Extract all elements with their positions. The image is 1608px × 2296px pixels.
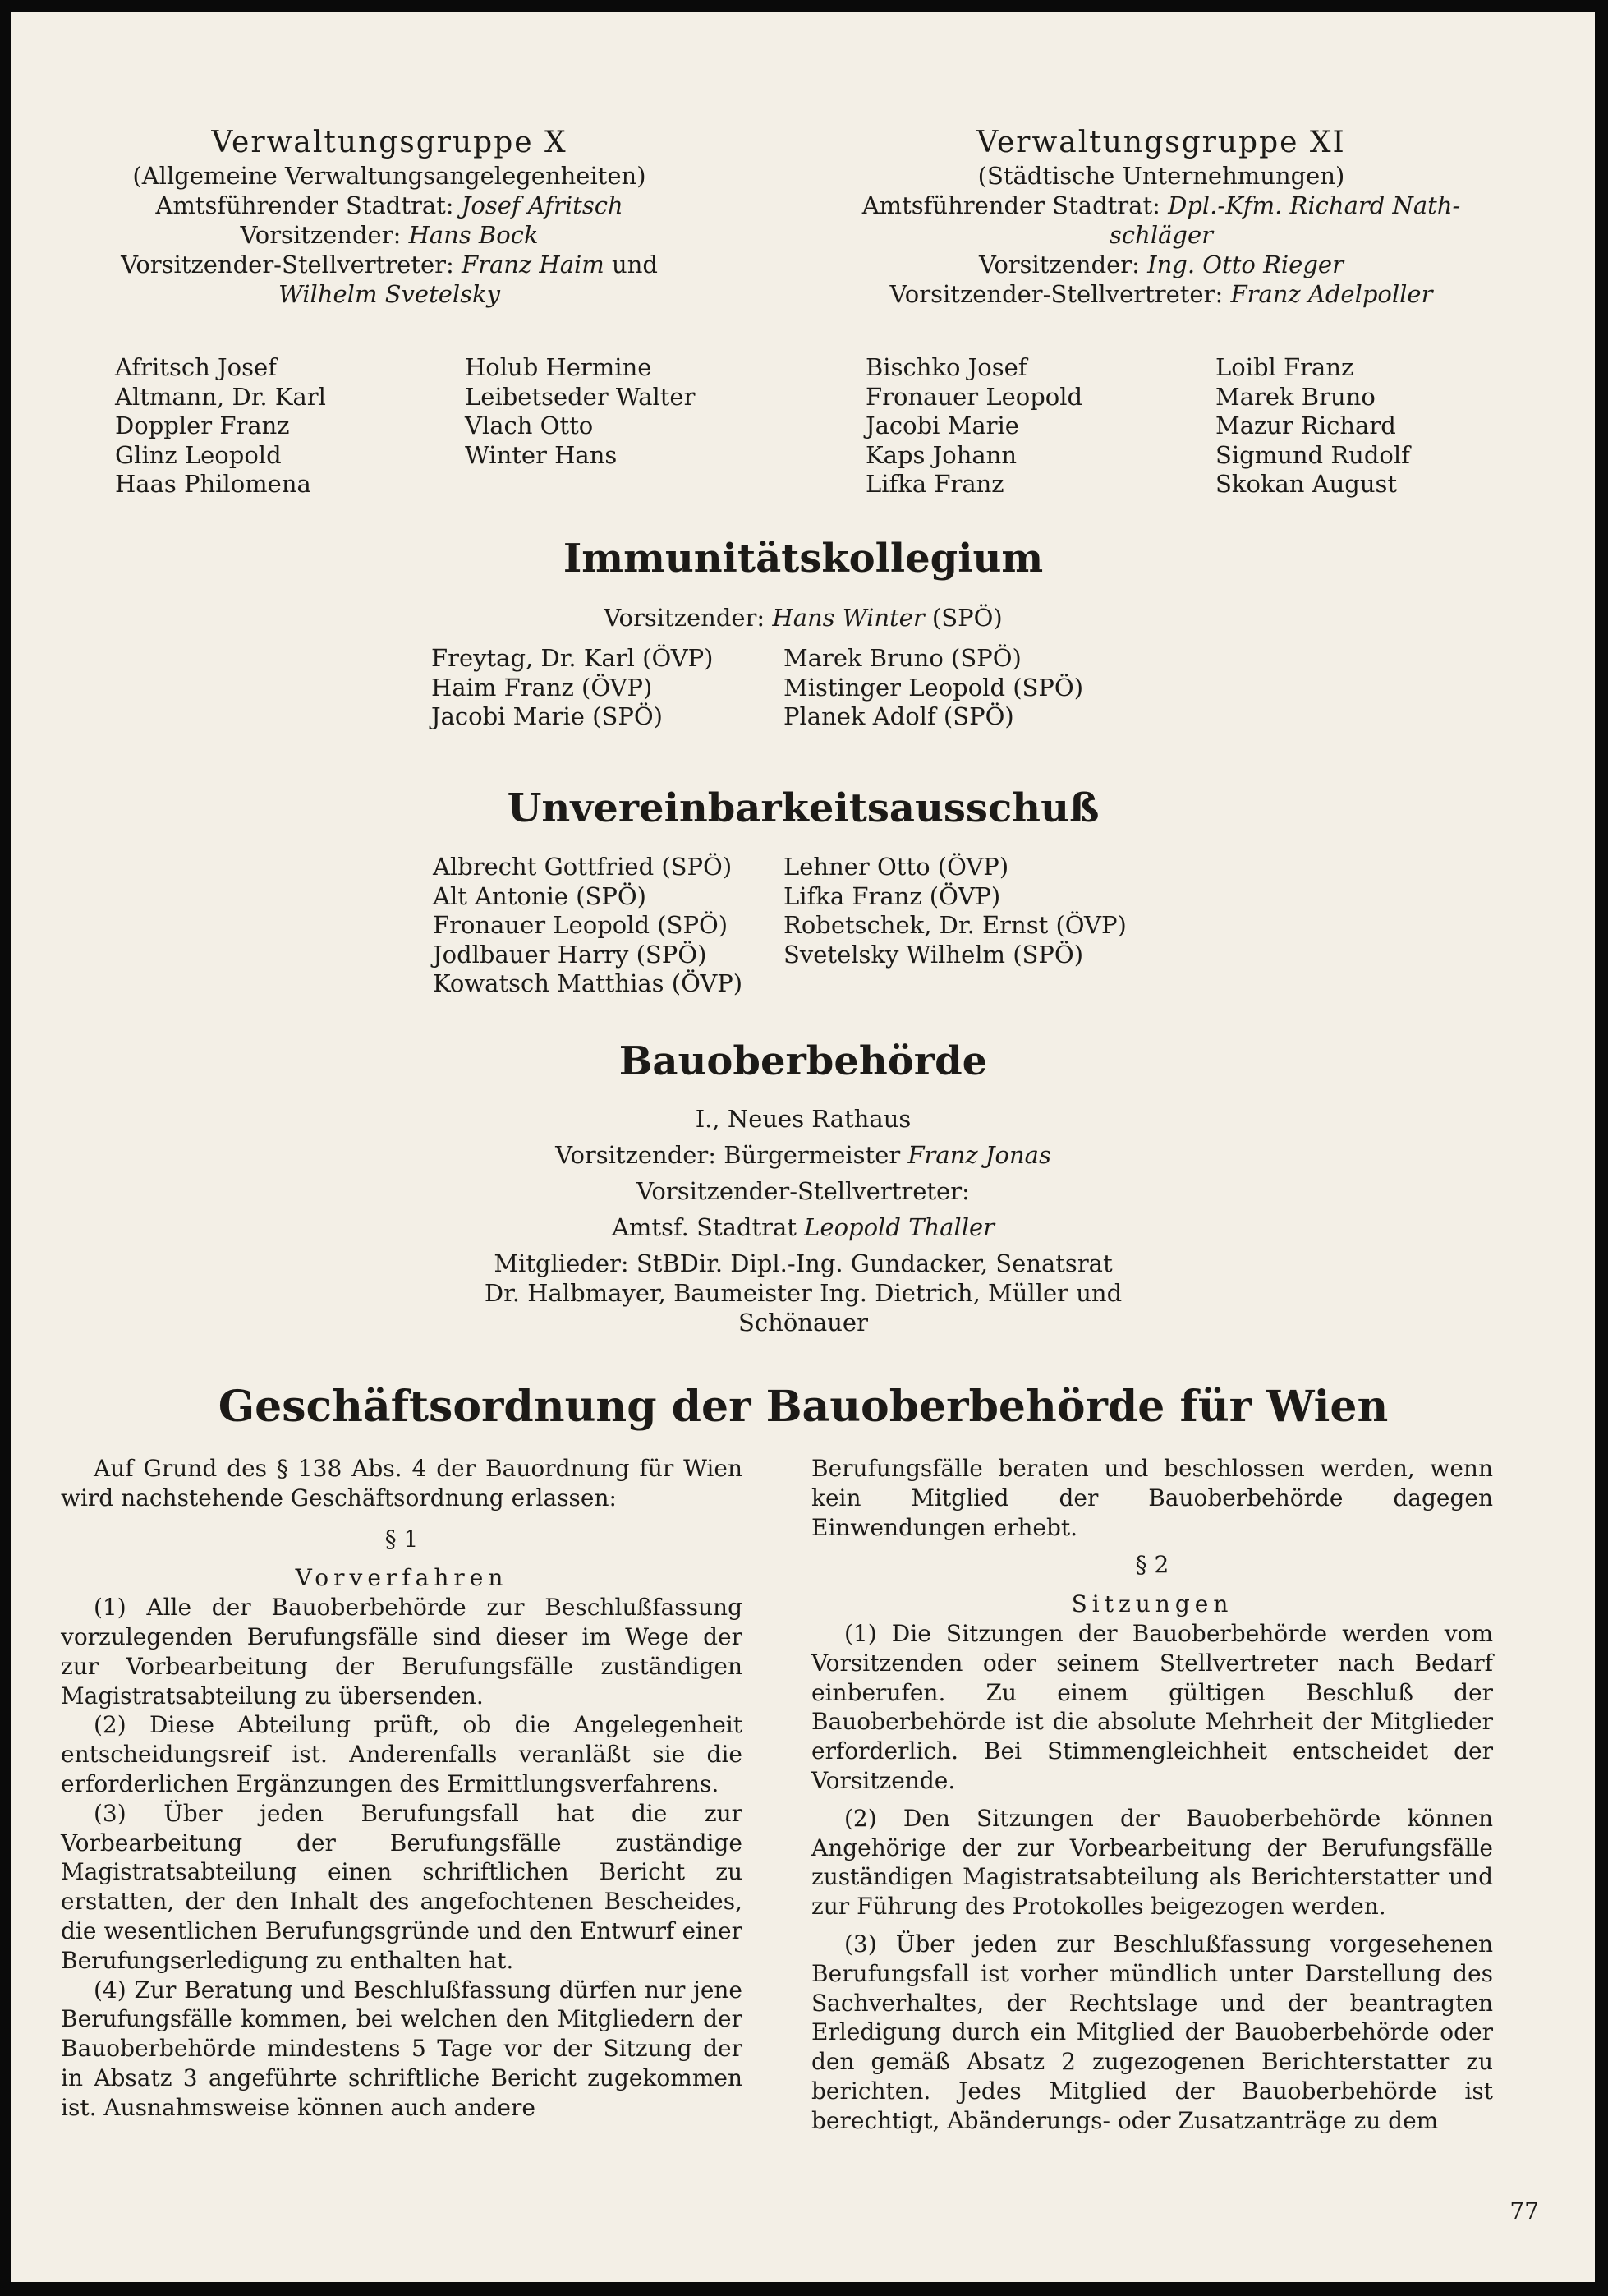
group-xi-vors: Vorsitzender: Ing. Otto Rieger xyxy=(979,251,1344,278)
list-item: Winter Hans xyxy=(465,440,618,469)
group-xi-members-right xyxy=(1215,353,1410,499)
unvereinbarkeit-left xyxy=(433,853,742,999)
section-1-number: § 1 xyxy=(384,1525,419,1553)
group-x-vors: Vorsitzender: Hans Bock xyxy=(240,221,539,249)
body-column-right xyxy=(811,1454,1493,2136)
immunitaet-left xyxy=(431,644,714,732)
s2-paragraph-1: (1) Die Sitzungen der Bauoberbehörde werden vom Vorsitzenden oder seinem Stellvertreter nach Bedarf einberufen. Zu einem gültigen Beschluß der Bauoberbehörde ist die absolute Mehrheit der Mitglieder erforderlich. Bei Stimmengleichheit entscheidet der Vorsitzende. xyxy=(811,1619,1493,1794)
group-x-title: Verwaltungsgruppe X xyxy=(211,126,567,159)
list-item: Haas Philomena xyxy=(115,470,311,498)
unvereinbarkeit-heading: Unvereinbarkeitsausschuß xyxy=(507,785,1100,831)
s1-paragraph-4: (4) Zur Beratung und Beschlußfassung dürfen nur jene Berufungsfälle kommen, bei welchen den Mitgliedern der Bauoberbehörde mindestens 5 Tage vor der Sitzung der in Absatz 3 angeführte schriftliche Bericht zugekommen ist. Ausnahmsweise können auch andere xyxy=(61,1976,742,2121)
intro-paragraph: Auf Grund des § 138 Abs. 4 der Bauordnung für Wien wird nachstehende Geschäftsordnung erlassen: xyxy=(61,1455,742,1511)
list-item: Lehner Otto (ÖVP) xyxy=(783,853,1009,881)
s1-paragraph-1: (1) Alle der Bauoberbehörde zur Beschlußfassung vorzulegenden Berufungsfälle sind dieser im Wege der zur Vorbearbeitung der Berufungsfälle zuständigen Magistratsabteilung zu übersenden. xyxy=(61,1594,742,1709)
list-item: Haim Franz (ÖVP) xyxy=(431,673,653,702)
bauober-stellv: Amtsf. Stadtrat Leopold Thaller xyxy=(611,1213,995,1241)
list-item: Marek Bruno xyxy=(1215,382,1376,411)
section-2-title: Sitzungen xyxy=(1071,1590,1234,1618)
list-item: Freytag, Dr. Karl (ÖVP) xyxy=(431,644,714,672)
list-item: Alt Antonie (SPÖ) xyxy=(433,881,646,910)
bauober-mitglieder-2: Dr. Halbmayer, Baumeister Ing. Dietrich, Müller und xyxy=(484,1279,1123,1307)
body-column-left xyxy=(61,1454,742,2123)
bauober-mitglieder-1: Mitglieder: StBDir. Dipl.-Ing. Gundacker, Senatsrat xyxy=(494,1249,1113,1277)
list-item: Glinz Leopold xyxy=(115,440,282,469)
group-x-members-left xyxy=(115,353,326,499)
s2-paragraph-3: (3) Über jeden zur Beschlußfassung vorgesehenen Berufungsfall ist vorher mündlich unter Darstellung des Sachverhaltes, der Rechtslage und der beantragten Erledigung durch ein Mitglied der Bauoberbehörde oder den gemäß Absatz 2 zugezogenen Berichterstatter zu berichten. Jedes Mitglied der Bauoberbehörde ist berechtigt, Abänderungs- oder Zusatzanträge zu dem xyxy=(811,1930,1493,2134)
list-item: Planek Adolf (SPÖ) xyxy=(783,702,1014,730)
list-item: Fronauer Leopold xyxy=(866,382,1083,411)
list-item: Vlach Otto xyxy=(465,412,594,439)
geschaeftsordnung-heading: Geschäftsordnung der Bauoberbehörde für Wien xyxy=(218,1382,1389,1432)
list-item: Mazur Richard xyxy=(1215,412,1396,439)
list-item: Altmann, Dr. Karl xyxy=(115,382,326,411)
list-item: Jacobi Marie xyxy=(866,412,1019,439)
group-xi-members-left xyxy=(866,353,1082,499)
list-item: Doppler Franz xyxy=(115,412,290,439)
list-item: Kaps Johann xyxy=(866,440,1018,469)
list-item: Loibl Franz xyxy=(1215,353,1354,381)
group-xi-header xyxy=(833,125,1490,309)
list-item: Afritsch Josef xyxy=(115,353,277,381)
s2-paragraph-2: (2) Den Sitzungen der Bauoberbehörde können Angehörige der zur Vorbearbeitung der Berufungsfälle zuständigen Magistratsabteilung als Berichterstatter und zur Führung des Protokolles beigezogen werden. xyxy=(811,1804,1493,1921)
section-2-number: § 2 xyxy=(1135,1551,1169,1579)
immunitaet-right xyxy=(783,644,1083,732)
document-page xyxy=(11,12,1595,2282)
list-item: Fronauer Leopold (SPÖ) xyxy=(433,911,728,939)
list-item: Jacobi Marie (SPÖ) xyxy=(431,702,663,730)
bauober-mitglieder-3: Schönauer xyxy=(738,1309,868,1337)
list-item: Svetelsky Wilhelm (SPÖ) xyxy=(783,940,1084,969)
list-item: Skokan August xyxy=(1215,470,1398,498)
page-number: 77 xyxy=(1509,2197,1539,2225)
list-item: Jodlbauer Harry (SPÖ) xyxy=(433,940,707,969)
bauober-vors: Vorsitzender: Bürgermeister Franz Jonas xyxy=(555,1141,1051,1169)
group-xi-stellv: Vorsitzender-Stellvertreter: Franz Adelpoller xyxy=(889,280,1433,308)
immunitaet-heading: Immunitätskollegium xyxy=(563,536,1044,582)
list-item: Leibetseder Walter xyxy=(465,382,696,411)
section-1-title: Vorverfahren xyxy=(295,1564,508,1592)
list-item: Marek Bruno (SPÖ) xyxy=(783,644,1022,672)
list-item: Kowatsch Matthias (ÖVP) xyxy=(433,969,743,997)
list-item: Holub Hermine xyxy=(465,353,652,381)
group-xi-amtsf: Amtsführender Stadtrat: Dpl.-Kfm. Richard Nath- xyxy=(861,191,1461,219)
group-x-amtsf: Amtsführender Stadtrat: Josef Afritsch xyxy=(155,191,623,219)
bauober-stellv-label: Vorsitzender-Stellvertreter: xyxy=(636,1177,970,1205)
group-x-members-right xyxy=(465,353,695,470)
list-item: Mistinger Leopold (SPÖ) xyxy=(783,673,1084,702)
list-item: Robetschek, Dr. Ernst (ÖVP) xyxy=(783,911,1127,939)
unvereinbarkeit-right xyxy=(783,853,1127,969)
bauober-address: I., Neues Rathaus xyxy=(695,1105,912,1133)
group-x-subtitle: (Allgemeine Verwaltungsangelegenheiten) xyxy=(132,162,646,190)
bauober-heading: Bauoberbehörde xyxy=(618,1038,988,1084)
group-x-stellv-2: Wilhelm Svetelsky xyxy=(278,280,501,308)
s1-paragraph-3: (3) Über jeden Berufungsfall hat die zur Vorbearbeitung der Berufungsfälle zuständige Magistratsabteilung einen schriftlichen Bericht zu erstatten, der den Inhalt des angefochtenen Bescheides, die wesentlichen Berufungsgründe und den Entwurf einer Berufungserledigung zu enthalten hat. xyxy=(61,1799,742,1974)
bauober-block xyxy=(11,1104,1595,1337)
list-item: Lifka Franz (ÖVP) xyxy=(783,881,1001,910)
list-item: Sigmund Rudolf xyxy=(1215,440,1410,469)
list-item: Lifka Franz xyxy=(866,470,1004,498)
group-x-stellv: Vorsitzender-Stellvertreter: Franz Haim und xyxy=(121,251,658,278)
group-x-header xyxy=(110,125,668,309)
s1-paragraph-4-continued: Berufungsfälle beraten und beschlossen werden, wenn kein Mitglied der Bauoberbehörde dagegen Einwendungen erhebt. xyxy=(811,1455,1493,1541)
group-xi-subtitle: (Städtische Unternehmungen) xyxy=(977,162,1345,190)
immunitaet-vors: Vorsitzender: Hans Winter (SPÖ) xyxy=(604,604,1003,632)
list-item: Albrecht Gottfried (SPÖ) xyxy=(433,853,733,881)
s1-paragraph-2: (2) Diese Abteilung prüft, ob die Angelegenheit entscheidungsreif ist. Anderenfalls veranläßt sie die erforderlichen Ergänzungen des Ermittlungsverfahrens. xyxy=(61,1711,742,1797)
list-item: Bischko Josef xyxy=(866,353,1027,381)
group-xi-amtsf-2: schläger xyxy=(1110,221,1213,249)
group-xi-title: Verwaltungsgruppe XI xyxy=(976,126,1346,159)
